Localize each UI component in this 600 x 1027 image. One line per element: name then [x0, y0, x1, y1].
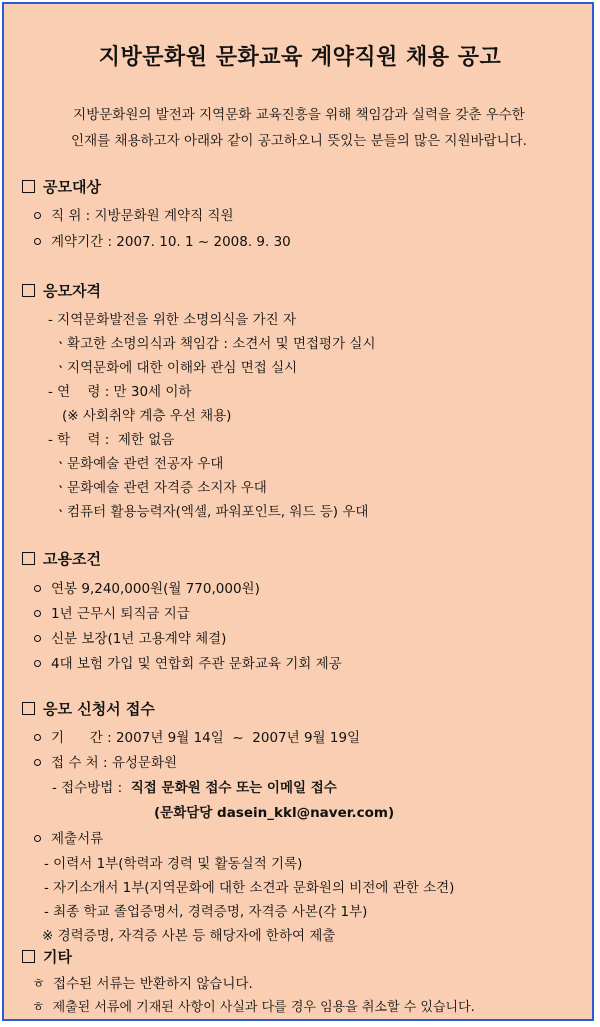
list-item — [34, 204, 234, 224]
circle-bullet-icon — [34, 610, 41, 617]
list-item-text: 계약기간 : 2007. 10. 1 ~ 2008. 9. 30 — [51, 234, 291, 250]
list-item — [34, 726, 360, 746]
section-heading-qualifications — [22, 280, 101, 301]
application-method-value: 직접 문화원 접수 또는 이메일 접수 — [130, 780, 337, 796]
application-method — [52, 776, 337, 796]
checkbox-square-icon — [22, 552, 35, 565]
checkbox-square-icon — [22, 950, 35, 963]
qualification-line: - 연 령 : 만 30세 이하 — [48, 384, 192, 400]
qualification-line: ㆍ컴퓨터 활용능력자(엑셀, 파워포인트, 워드 등) 우대 — [54, 504, 369, 520]
list-item — [34, 751, 177, 771]
circle-bullet-icon — [34, 585, 41, 592]
circle-bullet-icon — [34, 835, 41, 842]
application-period: 기 간 : 2007년 9월 14일 ~ 2007년 9월 19일 — [51, 730, 361, 746]
contact-email: (문화담당 dasein_kkl@naver.com) — [154, 805, 395, 821]
application-method-label: - 접수방법 : — [52, 780, 131, 796]
circle-bullet-icon — [34, 635, 41, 642]
document-line: ※ 경력증명, 자격증 사본 등 해당자에 한하여 제출 — [42, 928, 336, 944]
list-item — [32, 972, 253, 992]
section-heading-label: 응모자격 — [43, 282, 101, 300]
circle-bullet-icon — [34, 759, 41, 766]
section-heading-application — [22, 698, 155, 719]
list-item-text: 접수된 서류는 반환하지 않습니다. — [53, 976, 253, 992]
page-title: 지방문화원 문화교육 계약직원 채용 공고 — [98, 45, 502, 70]
document-line: - 최종 학교 졸업증명서, 경력증명, 자격증 사본(각 1부) — [44, 904, 368, 920]
circle-bullet-icon — [34, 734, 41, 741]
list-item-text: 제출된 서류에 기재된 사항이 사실과 다를 경우 임용을 취소할 수 있습니다. — [52, 1000, 475, 1015]
qualification-line: (※ 사회취약 계층 우선 채용) — [62, 408, 232, 424]
hieut-bullet-icon: ㅎ — [32, 976, 46, 992]
intro-paragraph — [16, 102, 582, 154]
application-place: 접 수 처 : 유성문화원 — [51, 755, 178, 771]
section-heading-label: 응모 신청서 접수 — [43, 700, 155, 718]
checkbox-square-icon — [22, 284, 35, 297]
qualification-line: ㆍ문화예술 관련 전공자 우대 — [54, 456, 224, 472]
qualification-line: ㆍ지역문화에 대한 이해와 관심 면접 실시 — [54, 360, 298, 376]
section-heading-recruitment-target — [22, 176, 101, 197]
list-item — [32, 996, 475, 1015]
list-item-text: 1년 근무시 퇴직금 지급 — [51, 606, 190, 622]
circle-bullet-icon — [34, 212, 41, 219]
list-item-text: 4대 보험 가입 및 연합회 주관 문화교육 기회 제공 — [51, 656, 342, 672]
qualification-line: ㆍ확고한 소명의식과 책임감 : 소견서 및 면접평가 실시 — [54, 336, 376, 352]
list-item — [34, 627, 226, 647]
section-heading-label: 고용조건 — [43, 550, 101, 568]
section-heading-other — [22, 946, 72, 967]
list-item — [34, 652, 342, 672]
section-heading-label: 기타 — [43, 948, 72, 966]
intro-line: 인재를 채용하고자 아래와 같이 공고하오니 뜻있는 분들의 많은 지원바랍니다. — [71, 133, 527, 149]
section-heading-label: 공모대상 — [43, 178, 101, 196]
list-item-text: 직 위 : 지방문화원 계약직 직원 — [51, 208, 234, 224]
qualification-line: - 지역문화발전을 위한 소명의식을 가진 자 — [48, 312, 297, 328]
checkbox-square-icon — [22, 180, 35, 193]
qualification-line: ㆍ문화예술 관련 자격증 소지자 우대 — [54, 480, 267, 496]
checkbox-square-icon — [22, 702, 35, 715]
circle-bullet-icon — [34, 660, 41, 667]
intro-line: 지방문화원의 발전과 지역문화 교육진흥을 위해 책임감과 실력을 갖춘 우수한 — [73, 107, 525, 123]
list-item — [34, 602, 190, 622]
notice-frame — [2, 2, 594, 1021]
list-item-text: 신분 보장(1년 고용계약 체결) — [51, 631, 227, 647]
circle-bullet-icon — [34, 238, 41, 245]
document-line: - 자기소개서 1부(지역문화에 대한 소견과 문화원의 비전에 관한 소견) — [44, 880, 455, 896]
qualification-line: - 학 력 : 제한 없음 — [48, 432, 175, 448]
list-item — [34, 577, 260, 597]
hieut-bullet-icon: ㅎ — [32, 1000, 45, 1015]
list-item-text: 연봉 9,240,000원(월 770,000원) — [51, 581, 260, 597]
document-line: - 이력서 1부(학력과 경력 및 활동실적 기록) — [44, 856, 303, 872]
section-heading-employment-terms — [22, 548, 101, 569]
list-item — [34, 827, 103, 847]
documents-label: 제출서류 — [51, 831, 104, 847]
list-item — [34, 230, 291, 250]
